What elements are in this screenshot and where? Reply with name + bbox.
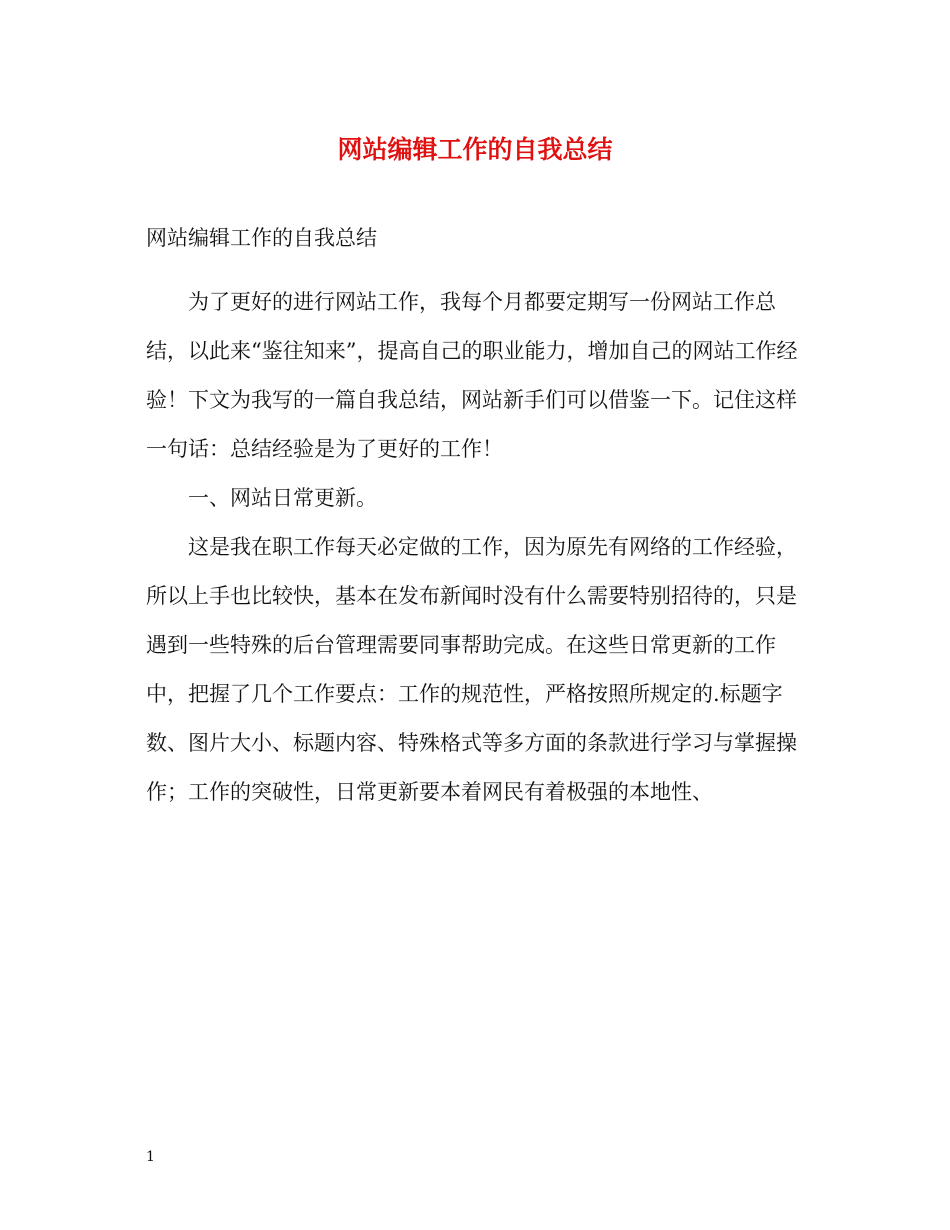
document-subtitle: 网站编辑工作的自我总结 [146,226,377,250]
document-title: 网站编辑工作的自我总结 [337,135,613,164]
page-number: 1 [146,1149,155,1165]
paragraph-intro: 为了更好的进行网站工作，我每个月都要定期写一份网站工作总结，以此来“鉴往知来”，提高自己的职业能力，增加自己的网站工作经验！下文为我写的一篇自我总结，网站新手们可以借鉴一下。记住这样一句话：总结经验是为了更好的工作！ [146,290,798,461]
paragraph-daily-update: 这是我在职工作每天必定做的工作，因为原先有网络的工作经验，所以上手也比较快，基本在发布新闻时没有什么需要特别招待的，只是遇到一些特殊的后台管理需要同事帮助完成。在这些日常更新的工作中，把握了几个工作要点：工作的规范性，严格按照所规定的.标题字数、图片大小、标题内容、特殊格式等多方面的条款进行学习与掌握操作；工作的突破性，日常更新要本着网民有着极强的本地性、 [146,535,797,804]
section-heading-daily-update: 一、网站日常更新。 [188,486,377,510]
document-body [146,220,810,817]
